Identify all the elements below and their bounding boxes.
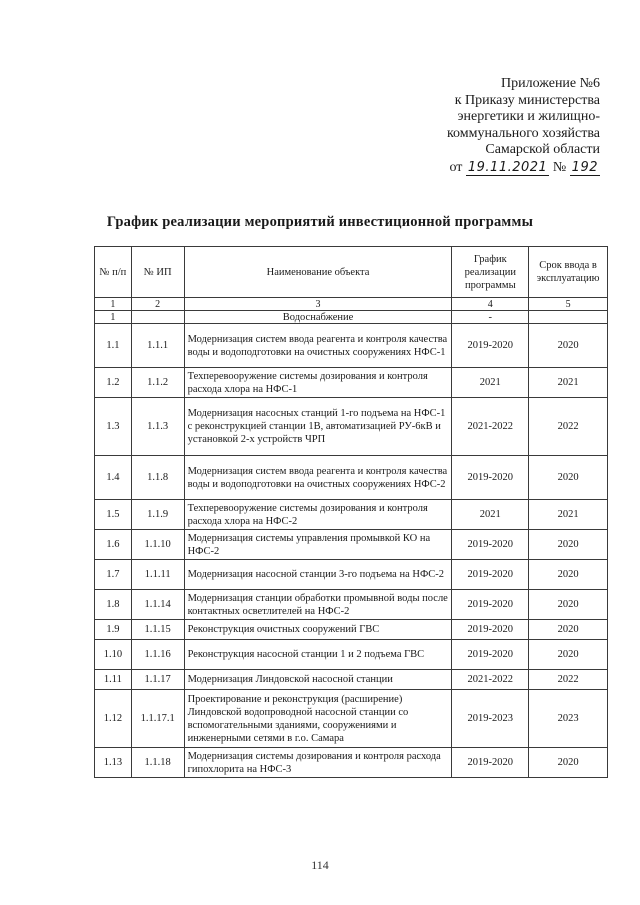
schedule-table	[94, 246, 608, 778]
region-line: Самарской области	[485, 142, 600, 157]
section-ip	[131, 311, 184, 324]
row-srok: 2020	[529, 748, 608, 778]
row-ip: 1.1.9	[131, 500, 184, 530]
order-number: 192	[571, 159, 598, 175]
row-ip: 1.1.17.1	[131, 690, 184, 748]
column-number: 3	[184, 298, 452, 311]
row-name: Модернизация насосной станции 3-го подъема на НФС-2	[184, 560, 452, 590]
row-num: 1.5	[95, 500, 132, 530]
row-num: 1.3	[95, 398, 132, 456]
table-row	[95, 620, 608, 640]
row-srok: 2020	[529, 456, 608, 500]
row-ip: 1.1.3	[131, 398, 184, 456]
row-schedule: 2019-2020	[452, 456, 529, 500]
row-schedule: 2019-2023	[452, 690, 529, 748]
row-name: Модернизация систем ввода реагента и контроля качества воды и водоподготовки на очистных сооружениях НФС-2	[184, 456, 452, 500]
row-ip: 1.1.14	[131, 590, 184, 620]
column-number: 5	[529, 298, 608, 311]
table-row	[95, 670, 608, 690]
section-row	[95, 311, 608, 324]
row-name: Реконструкция насосной станции 1 и 2 подъема ГВС	[184, 640, 452, 670]
row-name: Модернизация системы дозирования и контроля расхода гипохлорита на НФС-3	[184, 748, 452, 778]
row-srok: 2020	[529, 590, 608, 620]
ministry-line-1: энергетики и жилищно-	[457, 109, 600, 124]
row-name: Реконструкция очистных сооружений ГВС	[184, 620, 452, 640]
row-srok: 2020	[529, 324, 608, 368]
table-row	[95, 500, 608, 530]
row-ip: 1.1.11	[131, 560, 184, 590]
row-num: 1.11	[95, 670, 132, 690]
row-ip: 1.1.18	[131, 748, 184, 778]
row-ip: 1.1.2	[131, 368, 184, 398]
row-name: Модернизация насосных станций 1-го подъема на НФС-1 с реконструкцией станции 1В, автоматизацией РУ-6кВ и установкой 2-х устройств ЧРП	[184, 398, 452, 456]
row-name: Модернизация Линдовской насосной станции	[184, 670, 452, 690]
row-schedule: 2019-2020	[452, 590, 529, 620]
document-header	[370, 76, 600, 176]
order-line: к Приказу министерства	[454, 92, 600, 108]
row-num: 1.1	[95, 324, 132, 368]
row-srok: 2022	[529, 670, 608, 690]
row-srok: 2020	[529, 640, 608, 670]
row-ip: 1.1.1	[131, 324, 184, 368]
row-name: Модернизация систем ввода реагента и контроля качества воды и водоподготовки на очистных сооружениях НФС-1	[184, 324, 452, 368]
document-title: График реализации мероприятий инвестиционной программы	[106, 214, 534, 230]
section-num: 1	[95, 311, 132, 324]
row-schedule: 2019-2020	[452, 640, 529, 670]
column-number-row	[95, 298, 608, 311]
row-schedule: 2019-2020	[452, 620, 529, 640]
row-num: 1.6	[95, 530, 132, 560]
appendix-label: Приложение №6	[501, 76, 600, 91]
table-header-row	[95, 247, 608, 298]
header-schedule: График реализации программы	[452, 247, 529, 298]
section-schedule: -	[452, 311, 529, 324]
row-schedule: 2019-2020	[452, 748, 529, 778]
row-ip: 1.1.16	[131, 640, 184, 670]
row-schedule: 2021	[452, 368, 529, 398]
header-name: Наименование объекта	[184, 247, 452, 298]
section-srok	[529, 311, 608, 324]
table-row	[95, 640, 608, 670]
row-name: Модернизация системы управления промывкой КО на НФС-2	[184, 530, 452, 560]
row-name: Проектирование и реконструкция (расширение) Линдовской водопроводной насосной станции со вспомогательными зданиями, сооружениями и инженерными сетями в г.о. Самара	[184, 690, 452, 748]
table-row	[95, 398, 608, 456]
header-num: № п/п	[95, 247, 132, 298]
row-srok: 2022	[529, 398, 608, 456]
column-number: 2	[131, 298, 184, 311]
header-srok: Срок ввода в эксплуатацию	[529, 247, 608, 298]
order-date: 19.11.2021	[467, 159, 548, 175]
table-row	[95, 530, 608, 560]
row-num: 1.10	[95, 640, 132, 670]
order-date-line	[370, 160, 600, 177]
page-number: 114	[311, 858, 329, 872]
row-schedule: 2021-2022	[452, 670, 529, 690]
table-row	[95, 456, 608, 500]
row-schedule: 2021	[452, 500, 529, 530]
column-number: 4	[452, 298, 529, 311]
table-row	[95, 368, 608, 398]
row-schedule: 2019-2020	[452, 560, 529, 590]
row-srok: 2021	[529, 500, 608, 530]
from-prefix: от	[449, 159, 463, 175]
table-row	[95, 748, 608, 778]
row-schedule: 2021-2022	[452, 398, 529, 456]
section-name: Водоснабжение	[184, 311, 452, 324]
row-num: 1.12	[95, 690, 132, 748]
row-srok: 2020	[529, 530, 608, 560]
row-srok: 2020	[529, 620, 608, 640]
row-ip: 1.1.17	[131, 670, 184, 690]
row-ip: 1.1.8	[131, 456, 184, 500]
row-schedule: 2019-2020	[452, 530, 529, 560]
row-num: 1.7	[95, 560, 132, 590]
row-num: 1.9	[95, 620, 132, 640]
row-num: 1.4	[95, 456, 132, 500]
table-row	[95, 690, 608, 748]
table-row	[95, 324, 608, 368]
row-srok: 2020	[529, 560, 608, 590]
number-label: №	[552, 159, 567, 175]
row-name: Техперевооружение системы дозирования и контроля расхода хлора на НФС-1	[184, 368, 452, 398]
ministry-line-2: коммунального хозяйства	[446, 125, 600, 141]
row-num: 1.13	[95, 748, 132, 778]
table-row	[95, 590, 608, 620]
header-ip: № ИП	[131, 247, 184, 298]
row-ip: 1.1.15	[131, 620, 184, 640]
table-row	[95, 560, 608, 590]
row-name: Модернизация станции обработки промывной воды после контактных осветлителей на НФС-2	[184, 590, 452, 620]
row-srok: 2021	[529, 368, 608, 398]
column-number: 1	[95, 298, 132, 311]
row-num: 1.2	[95, 368, 132, 398]
row-num: 1.8	[95, 590, 132, 620]
row-schedule: 2019-2020	[452, 324, 529, 368]
row-srok: 2023	[529, 690, 608, 748]
row-ip: 1.1.10	[131, 530, 184, 560]
row-name: Техперевооружение системы дозирования и контроля расхода хлора на НФС-2	[184, 500, 452, 530]
